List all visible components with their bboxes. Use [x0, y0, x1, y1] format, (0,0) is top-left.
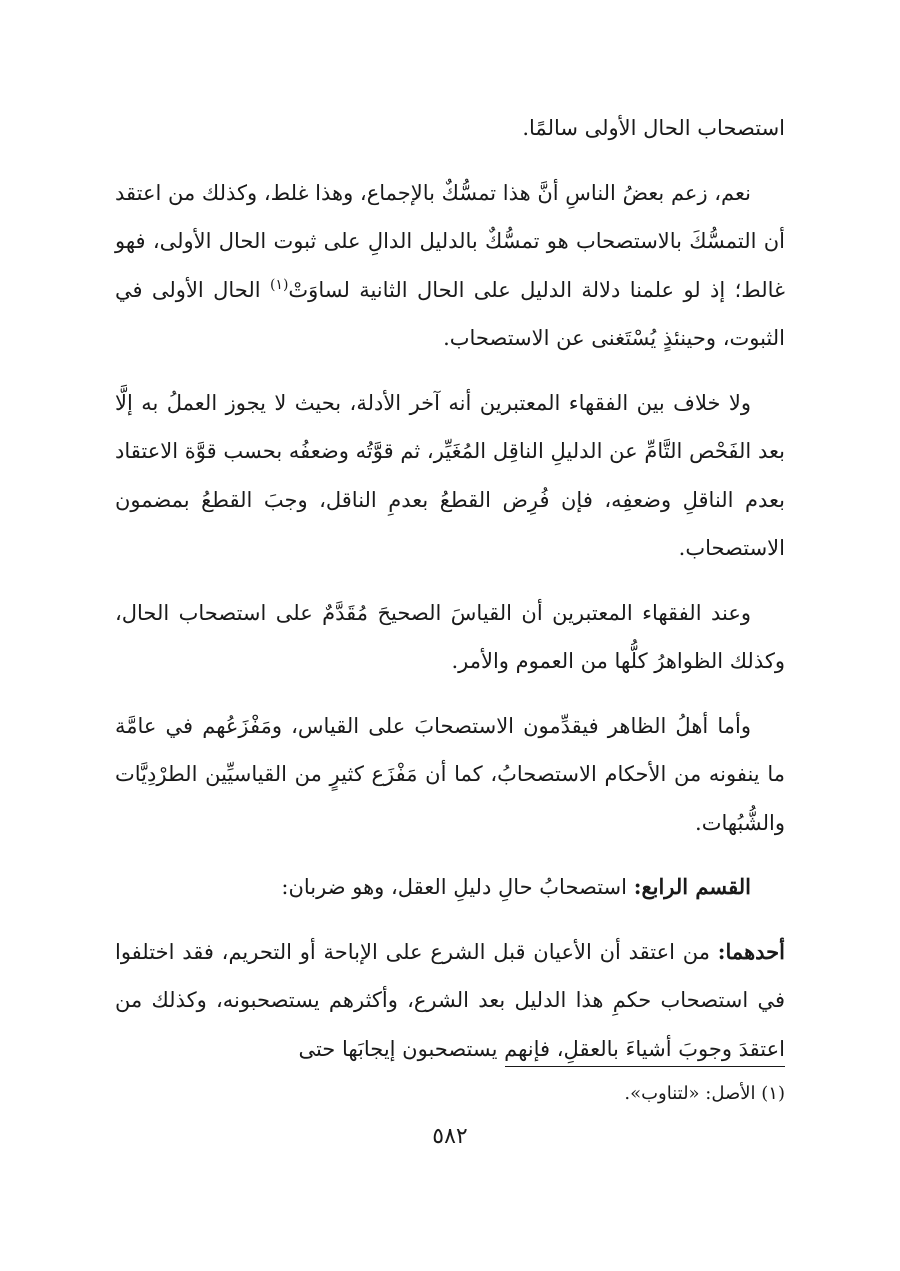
- footnote-reference[interactable]: (١): [269, 276, 289, 293]
- paragraph-5: [115, 702, 785, 848]
- footnote-divider: [505, 1066, 785, 1067]
- paragraph-4-text: وعند الفقهاء المعتبرين أن القياسَ الصحيحَ مُقَدَّمٌ على استصحاب الحال، وكذلك الظواهرُ كلُّها من العموم والأمر.: [115, 600, 785, 673]
- paragraph-6-text: استصحابُ حالِ دليلِ العقل، وهو ضربان:: [281, 875, 627, 899]
- main-text: [115, 104, 785, 1089]
- page-number: ٥٨٢: [432, 1124, 468, 1149]
- paragraph-3: [115, 379, 785, 573]
- paragraph-1-text: استصحاب الحال الأولى سالمًا.: [522, 116, 785, 140]
- footnote-marker: (١): [761, 1083, 785, 1104]
- paragraph-3-text: ولا خلاف بين الفقهاء المعتبرين أنه آخر الأدلة، بحيث لا يجوز العملُ به إلَّا بعد الفَحْص التَّامِّ عن الدليلِ الناقِل المُغَيِّر، ثم قوَّتُه وضعفُه بحسب قوَّة الاعتقاد بعدم الناقلِ وضعفِه، فإن فُرِض القطعُ بعدمِ الناقل، وجبَ القطعُ بمضمون الاستصحاب.: [115, 390, 785, 560]
- paragraph-2-text: نعم، زعم بعضُ الناسِ أنَّ هذا تمسُّكٌ بالإجماع، وهذا غلط، وكذلك من اعتقد أن التمسُّكَ بالاستصحاب هو تمسُّكٌ بالدليل الدالِ على ثبوت الحال الأولى، فهو غالط؛ إذ لو علمنا دلالة الدليل على الحال الثانية لساوَتْ: [115, 180, 785, 302]
- paragraph-1: [115, 104, 785, 153]
- paragraph-2: [115, 169, 785, 363]
- paragraph-7: [115, 928, 785, 1074]
- footnote: [115, 1080, 785, 1108]
- paragraph-6: [115, 863, 785, 912]
- paragraph-5-text: وأما أهلُ الظاهر فيقدِّمون الاستصحابَ على القياس، ومَفْزَعُهم في عامَّة ما ينفونه من الأحكام الاستصحابُ، كما أن مَفْزَع كثيرٍ من القياسيِّين الطرْدِيَّات والشُّبُهات.: [115, 713, 785, 835]
- paragraph-7-text: من اعتقد أن الأعيان قبل الشرع على الإباحة أو التحريم، فقد اختلفوا في استصحاب حكمِ هذا الدليل بعد الشرع، وأكثرهم يستصحبونه، وكذلك من اعتقدَ وجوبَ أشياءَ بالعقلِ، فإنهم يستصحبون إيجابَها حتى: [115, 939, 785, 1061]
- paragraph-2-end: الحال الأولى في الثبوت، وحينئذٍ يُسْتَغنى عن الاستصحاب.: [115, 277, 785, 350]
- paragraph-4: [115, 589, 785, 686]
- footnote-text: الأصل: «لتناوب».: [624, 1083, 756, 1104]
- subsection-heading: أحدهما:: [717, 938, 785, 964]
- section-heading: القسم الرابع:: [633, 874, 751, 899]
